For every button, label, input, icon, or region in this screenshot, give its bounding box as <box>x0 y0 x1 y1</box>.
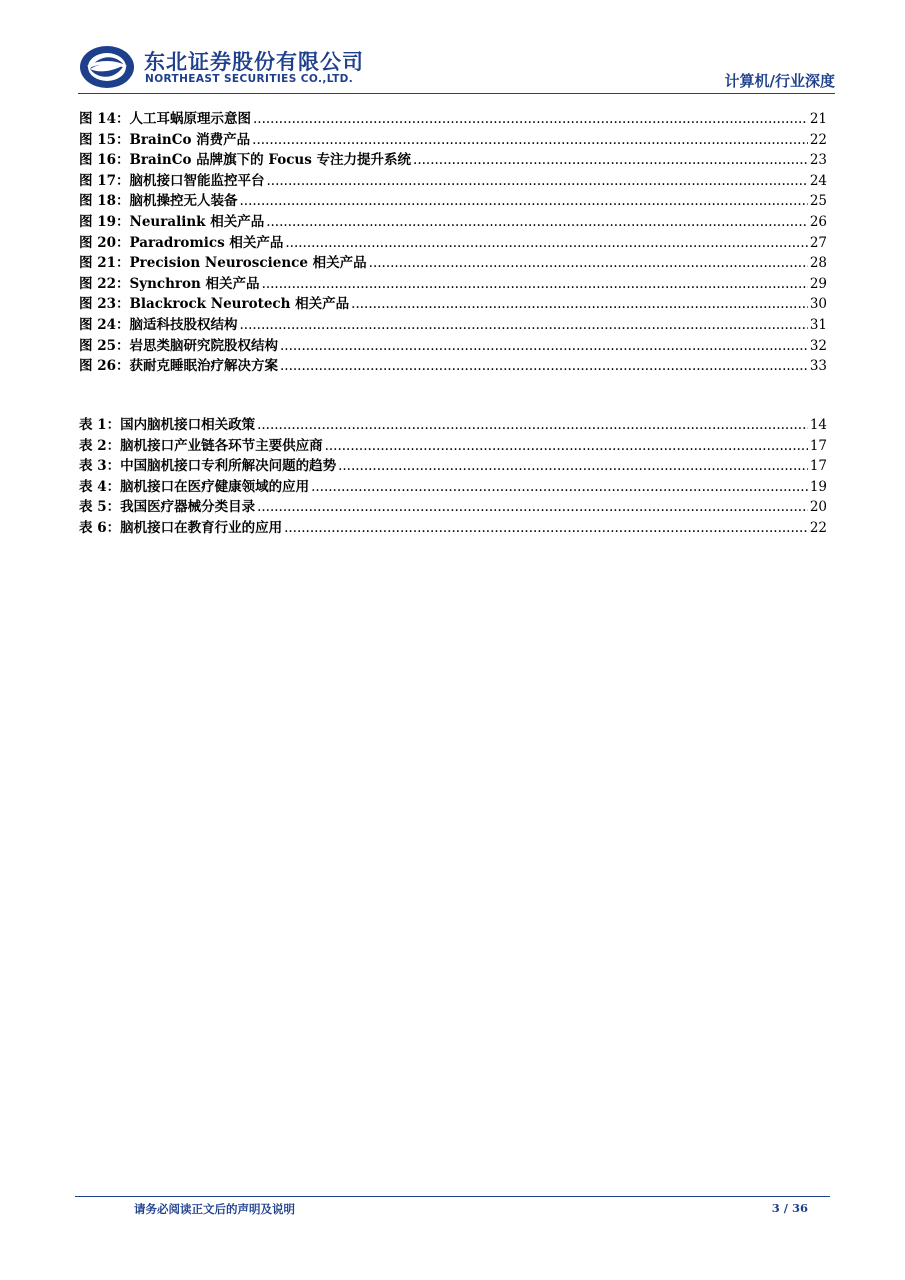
toc-item-page: 31 <box>809 316 827 333</box>
toc-item[interactable] <box>79 148 827 169</box>
toc-item-label: 图 18：脑机操控无人装备 <box>79 193 238 210</box>
toc-item-label: 图 22：Synchron 相关产品 <box>79 275 260 292</box>
toc-item-label: 图 15：BrainCo 消费产品 <box>79 131 251 148</box>
toc-item[interactable] <box>79 169 827 190</box>
toc-item-page: 26 <box>809 213 827 230</box>
toc-item-label: 图 23：Blackrock Neurotech 相关产品 <box>79 296 350 313</box>
toc-item-page: 23 <box>809 152 827 169</box>
toc-item[interactable] <box>79 292 827 313</box>
toc-item-page: 17 <box>809 437 827 454</box>
toc-item-page: 30 <box>809 296 827 313</box>
toc-item-page: 20 <box>809 499 827 516</box>
toc-item-page: 29 <box>809 275 827 292</box>
toc-item[interactable] <box>79 189 827 210</box>
toc-item[interactable] <box>79 251 827 272</box>
toc-leader <box>267 173 808 189</box>
toc-leader <box>351 296 808 312</box>
toc-item-label: 图 26：获耐克睡眠治疗解决方案 <box>79 358 278 375</box>
toc-item-label: 图 16：BrainCo 品牌旗下的 Focus 专注力提升系统 <box>79 152 412 169</box>
toc-item[interactable] <box>79 454 827 475</box>
toc-item-page: 22 <box>809 131 827 148</box>
toc-item-page: 22 <box>809 519 827 536</box>
toc-item-page: 14 <box>809 417 827 433</box>
toc-leader <box>262 276 808 292</box>
toc-item-page: 32 <box>809 337 827 354</box>
company-logo-icon <box>78 44 136 90</box>
toc-item-label: 图 20：Paradromics 相关产品 <box>79 234 284 251</box>
toc-item-label: 图 14：人工耳蜗原理示意图 <box>79 111 251 127</box>
toc-item-page: 19 <box>809 478 827 495</box>
footer-divider <box>75 1196 830 1197</box>
toc-item[interactable] <box>79 354 827 375</box>
footer-disclaimer: 请务必阅读正文后的声明及说明 <box>134 1202 295 1216</box>
toc-item-label: 图 21：Precision Neuroscience 相关产品 <box>79 255 367 272</box>
page-number: 3 / 36 <box>771 1201 808 1215</box>
toc-item-page: 21 <box>809 111 827 127</box>
toc-item-page: 25 <box>809 193 827 210</box>
toc-item-page: 24 <box>809 172 827 189</box>
toc-item[interactable] <box>79 434 827 455</box>
toc-leader <box>240 317 808 333</box>
toc-leader <box>338 458 808 474</box>
toc-leader <box>257 499 808 515</box>
toc-leader <box>285 235 807 251</box>
toc-item-label: 表 1：国内脑机接口相关政策 <box>79 417 256 433</box>
toc-item-page: 17 <box>809 458 827 475</box>
toc-item-page: 27 <box>809 234 827 251</box>
toc-item[interactable] <box>79 313 827 334</box>
toc-item-label: 表 3：中国脑机接口专利所解决问题的趋势 <box>79 458 337 475</box>
toc-item[interactable] <box>79 107 827 128</box>
toc-item-label: 表 6：脑机接口在教育行业的应用 <box>79 519 283 536</box>
toc-leader <box>325 438 808 454</box>
toc-item[interactable] <box>79 516 827 537</box>
page-header <box>78 42 835 94</box>
toc-item[interactable] <box>79 210 827 231</box>
report-type: 计算机/行业深度 <box>724 72 835 90</box>
toc-item-page: 33 <box>809 358 827 375</box>
toc-item-label: 图 25：岩思类脑研究院股权结构 <box>79 337 278 354</box>
toc-item-label: 图 24：脑适科技股权结构 <box>79 316 238 333</box>
toc-item[interactable] <box>79 128 827 149</box>
toc-leader <box>252 132 808 148</box>
toc-item[interactable] <box>79 272 827 293</box>
company-name-cn: 东北证券股份有限公司 <box>144 50 364 74</box>
header-divider <box>78 93 835 94</box>
toc-item-label: 图 19：Neuralink 相关产品 <box>79 213 265 230</box>
table-list <box>79 413 827 537</box>
toc-item[interactable] <box>79 231 827 252</box>
toc-leader <box>280 338 808 354</box>
toc-item[interactable] <box>79 495 827 516</box>
toc-leader <box>240 193 808 209</box>
figure-list <box>79 107 827 375</box>
toc-leader <box>284 520 808 536</box>
toc-item-label: 表 2：脑机接口产业链各环节主要供应商 <box>79 437 323 454</box>
toc-leader <box>257 417 808 433</box>
toc-item-label: 图 17：脑机接口智能监控平台 <box>79 172 265 189</box>
toc-item[interactable] <box>79 334 827 355</box>
toc-item-label: 表 4：脑机接口在医疗健康领域的应用 <box>79 478 310 495</box>
toc-item[interactable] <box>79 413 827 434</box>
toc-leader <box>311 479 808 495</box>
toc-leader <box>280 358 808 374</box>
toc-item[interactable] <box>79 475 827 496</box>
toc-item-label: 表 5：我国医疗器械分类目录 <box>79 499 256 516</box>
toc-leader <box>413 152 808 168</box>
toc-leader <box>369 255 808 271</box>
toc-leader <box>253 111 808 127</box>
company-name-en: NORTHEAST SECURITIES CO.,LTD. <box>145 73 354 85</box>
toc-item-page: 28 <box>809 255 827 272</box>
toc-leader <box>266 214 808 230</box>
